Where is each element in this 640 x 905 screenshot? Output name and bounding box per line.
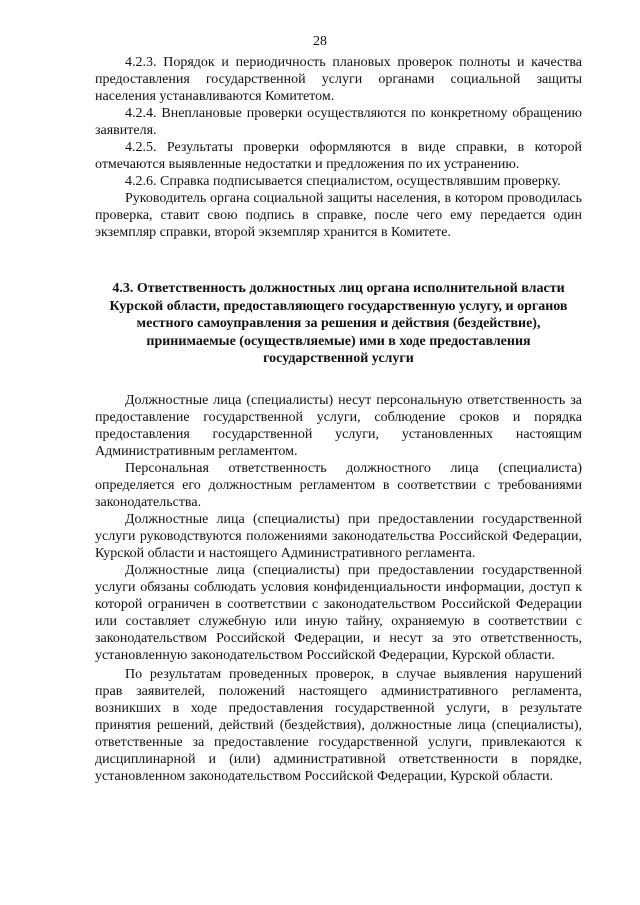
paragraph-responsibility: Должностные лица (специалисты) несут персональную ответственность за предоставление государственной услуги, соблюдение сроков и порядка предоставления государственной услуги, установленных настоящим Административным регламентом. (95, 392, 582, 459)
paragraph-legislation: Должностные лица (специалисты) при предоставлении государственной услуги руководствуются положениями законодательства Российской Федерации, Курской области и настоящего Административного регламента. (95, 511, 582, 561)
document-body (95, 54, 582, 785)
paragraph-4-2-5: 4.2.5. Результаты проверки оформляются в виде справки, в которой отмечаются выявленные недостатки и предложения по их устранению. (95, 140, 582, 172)
paragraph-4-2-6: 4.2.6. Справка подписывается специалистом, осуществлявшим проверку. (125, 174, 561, 189)
paragraph-4-2-4: 4.2.4. Внеплановые проверки осуществляются по конкретному обращению заявителя. (95, 106, 582, 138)
paragraph-inspection-results: По результатам проведенных проверок, в случае выявления нарушений прав заявителей, положений настоящего административного регламента, возникших в ходе предоставления государственной услуги, в результате принятия решений, действий (бездействия), должностные лица (специалисты), ответственные за предоставление государственной услуги, привлекаются к дисциплинарной и (или) административной ответственности в порядке, установленном законодательством Российской Федерации, Курской области. (95, 666, 582, 784)
section-heading-4-3: 4.3. Ответственность должностных лиц органа исполнительной власти Курской области, предоставляющего государственную услугу, и органов местного самоуправления за решения и действия (бездействие), принимаемые (осуществляемые) ими в ходе предоставления государственной услуги (109, 281, 568, 367)
paragraph-head-signature: Руководитель органа социальной защиты населения, в котором проводилась проверка, ставит свою подпись в справке, после чего ему передается один экземпляр справки, второй экземпляр хранится в Комитете. (95, 191, 582, 240)
heading-spacer (95, 368, 582, 392)
paragraph-confidentiality: Должностные лица (специалисты) при предоставлении государственной услуги обязаны соблюдать условия конфиденциальности информации, доступ к которой ограничен в соответствии с законодательством Российской Федерации или составляет служебную или иную тайну, охраняемую в соответствии с законодательством Российской Федерации, и несут за это ответственность, установленную законодательством Российской Федерации, Курской области. (95, 562, 582, 663)
page-number: 28 (313, 34, 327, 49)
paragraph-personal-responsibility: Персональная ответственность должностного лица (специалиста) определяется его должностным регламентом в соответствии с требованиями законодательства. (95, 460, 582, 510)
paragraph-4-2-3: 4.2.3. Порядок и периодичность плановых проверок полноты и качества предоставления государственной услуги органами социальной защиты населения устанавливаются Комитетом. (95, 55, 582, 104)
